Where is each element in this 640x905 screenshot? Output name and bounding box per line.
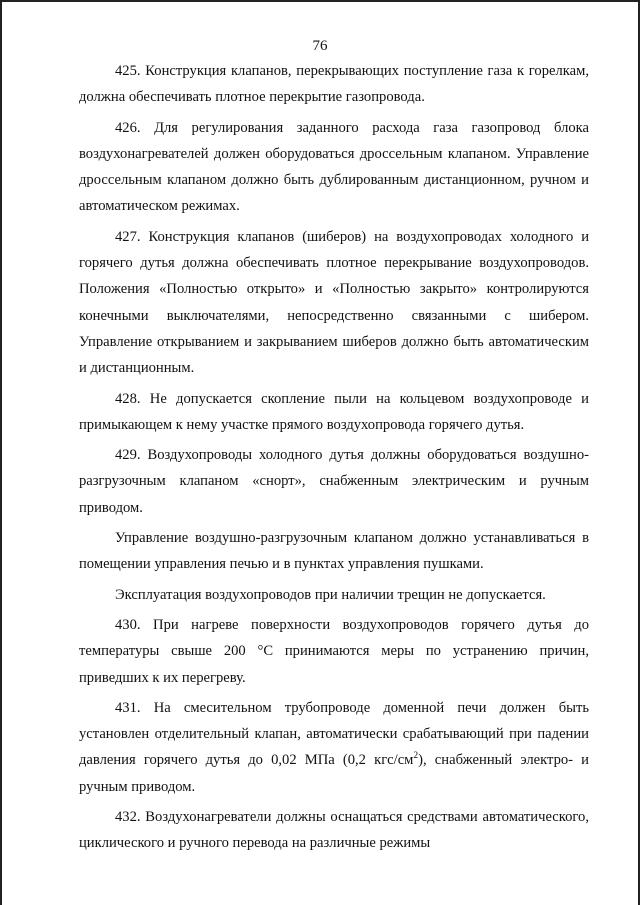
page-border-left <box>0 0 2 905</box>
paragraph-430: 430. При нагреве поверхности воздухопроводов горячего дутья до температуры свыше 200 °С принимаются меры по устранению причин, приведших к их перегреву. <box>79 616 589 686</box>
paragraph-428: 428. Не допускается скопление пыли на кольцевом воздухопроводе и примыкающем к нему участке прямого воздухопровода горячего дутья. <box>79 390 589 433</box>
paragraph-431-superscript: 2 <box>413 751 419 762</box>
document-body <box>79 58 589 861</box>
paragraph-427: 427. Конструкция клапанов (шиберов) на воздухопроводах холодного и горячего дутья должна обеспечивать плотное перекрывание воздухопроводов. Положения «Полностью открыто» и «Полностью закрыто» контролируются конечными выключателями, непосредственно связанными с шибером. Управление открыванием и закрыванием шиберов должно быть автоматическим и дистанционным. <box>79 228 589 377</box>
paragraph-431-text-before: 431. На смесительном трубопроводе доменной печи должен быть установлен отделительный клапан, автоматически срабатывающий при падении давления горячего дутья до 0,02 МПа (0,2 кгс/см <box>79 699 589 769</box>
page-border-top <box>0 0 640 2</box>
paragraph-429-operation: Эксплуатация воздухопроводов при наличии трещин не допускается. <box>115 586 546 603</box>
paragraph-426: 426. Для регулирования заданного расхода газа газопровод блока воздухонагревателей должен оборудоваться дроссельным клапаном. Управление дроссельным клапаном должно быть дублированным дистанционном, ручном и автоматическом режимах. <box>79 119 589 215</box>
paragraph-429: 429. Воздухопроводы холодного дутья должны оборудоваться воздушно-разгрузочным клапаном «снорт», снабженным электрическим и ручным приводом. <box>79 447 589 516</box>
page-number: 76 <box>312 38 328 54</box>
paragraph-431-text-after: ), снабженный электро- и ручным приводом. <box>79 752 589 795</box>
paragraph-425: 425. Конструкция клапанов, перекрывающих поступление газа к горелкам, должна обеспечивать плотное перекрытие газопровода. <box>79 63 589 106</box>
paragraph-429-control: Управление воздушно-разгрузочным клапаном должно устанавливаться в помещении управления печью и в пунктах управления пушками. <box>79 530 589 573</box>
paragraph-432: 432. Воздухонагреватели должны оснащаться средствами автоматического, циклического и ручного перевода на различные режимы <box>79 809 589 852</box>
paragraph-431 <box>79 695 589 800</box>
